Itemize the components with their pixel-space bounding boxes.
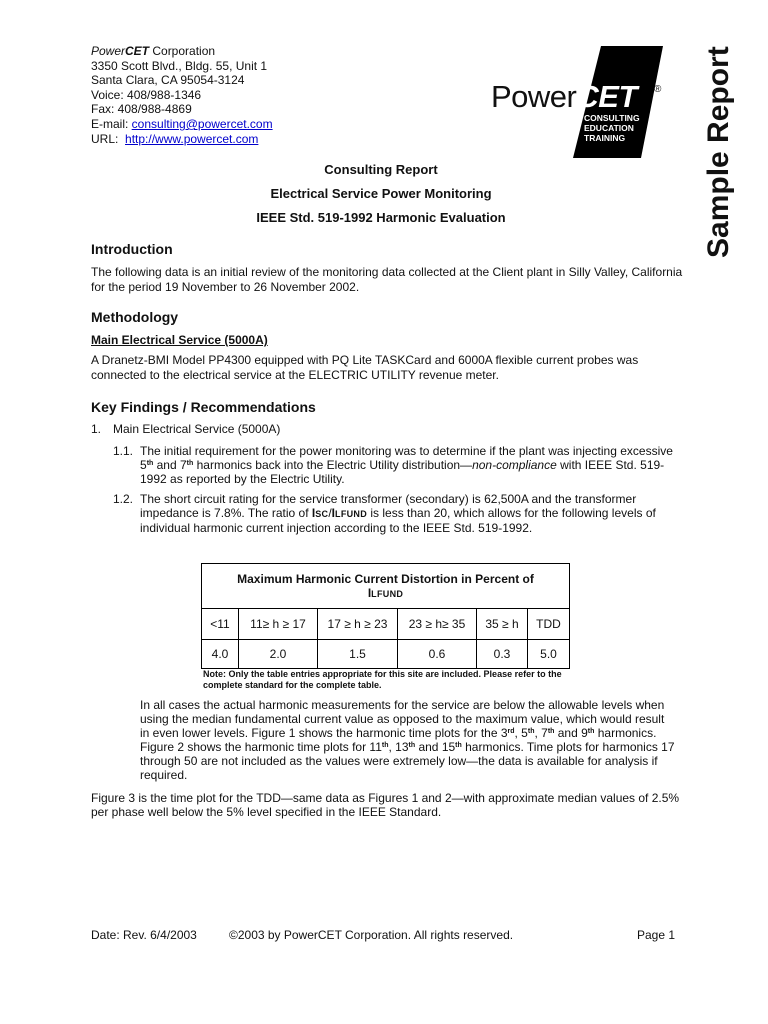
- finding-item-1-2-number: 1.2.: [113, 492, 134, 506]
- table-header-cell: 35 ≥ h: [477, 609, 528, 640]
- fax-number: Fax: 408/988-4869: [91, 102, 192, 117]
- finding-item-1-number: 1.: [91, 422, 102, 436]
- tdd-paragraph: Figure 3 is the time plot for the TDD—same data as Figures 1 and 2—with approximate median values of 2.5% per phase well below the 5% level specified in the IEEE Standard.: [91, 791, 680, 819]
- url-line: URL: http://www.powercet.com: [91, 131, 259, 146]
- table-value-cell: 0.3: [477, 640, 528, 669]
- footer-copyright: ©2003 by PowerCET Corporation. All rights reserved.: [229, 928, 514, 942]
- finding-item-1-1-number: 1.1.: [113, 444, 134, 458]
- logo-tagline: CONSULTING EDUCATION TRAINING: [584, 113, 640, 143]
- footer-page-number: Page 1: [637, 928, 676, 942]
- logo-registered-mark: ®: [654, 84, 662, 95]
- address-line-1: 3350 Scott Blvd., Bldg. 55, Unit 1: [91, 58, 268, 73]
- key-findings-heading: Key Findings / Recommendations: [91, 399, 316, 415]
- voice-number: Voice: 408/988-1346: [91, 87, 202, 102]
- analysis-paragraph: In all cases the actual harmonic measurements for the service are below the allowable levels when using the median fundamental current value as opposed to the maximum value, which would result in even lower levels. Figure 1 shows the harmonic time plots for the 3rd, 5th, 7th and 9th harmonics. Figure 2 shows the harmonic time plots for 11th, 13th and 15th harmonics. Time plots for harmonics 17 through 50 are not included as the values were extremely low—the data is available for analysis if required.: [140, 698, 675, 782]
- table-caption-row: [202, 564, 570, 609]
- introduction-text: The following data is an initial review of the monitoring data collected at the Client plant in Silly Valley, California for the period 19 November to 26 November 2002.: [91, 265, 683, 294]
- table-header-cell: TDD: [528, 609, 570, 640]
- report-standard-title: IEEE Std. 519-1992 Harmonic Evaluation: [256, 210, 506, 225]
- finding-item-1-1-text: The initial requirement for the power monitoring was to determine if the plant was injecting excessive 5th and 7th harmonics back into the Electric Utility distribution—non-compliance with IEEE Std. 519-1992 as reported by the Electric Utility.: [140, 444, 673, 486]
- website-link[interactable]: http://www.powercet.com: [125, 131, 259, 146]
- report-subtitle: Electrical Service Power Monitoring: [270, 186, 492, 201]
- table-header-cell: 17 ≥ h ≥ 23: [318, 609, 398, 640]
- methodology-text: A Dranetz-BMI Model PP4300 equipped with PQ Lite TASKCard and 6000A flexible current probes was connected to the electrical service at the ELECTRIC UTILITY revenue meter.: [91, 353, 639, 382]
- address-line-2: Santa Clara, CA 95054-3124: [91, 73, 245, 88]
- introduction-heading: Introduction: [91, 241, 173, 257]
- harmonic-distortion-table: [201, 563, 570, 669]
- table-header-cell: <11: [202, 609, 239, 640]
- finding-item-1-2-text: The short circuit rating for the service transformer (secondary) is 62,500A and the transformer impedance is 7.8%. The ratio of ISC/ILFUND is less than 20, which allows for the following levels of individual harmonic current injection according to the IEEE Std. 519-1992.: [140, 492, 656, 535]
- table-value-cell: 4.0: [202, 640, 239, 669]
- footer-date: Date: Rev. 6/4/2003: [91, 928, 197, 942]
- table-value-cell: 1.5: [318, 640, 398, 669]
- email-link[interactable]: consulting@powercet.com: [131, 116, 273, 131]
- powercet-logo-wordmark: PowerCET: [491, 79, 637, 114]
- table-value-cell: 5.0: [528, 640, 570, 669]
- sample-report-side-label: Sample Report: [702, 46, 735, 258]
- table-value-row: [202, 640, 570, 669]
- table-caption: Maximum Harmonic Current Distortion in Percent of ILFUND: [202, 564, 570, 609]
- table-header-cell: 11≥ h ≥ 17: [239, 609, 318, 640]
- table-value-cell: 0.6: [398, 640, 477, 669]
- methodology-heading: Methodology: [91, 309, 179, 325]
- company-address-block: [91, 44, 411, 146]
- finding-item-1-text: Main Electrical Service (5000A): [113, 422, 281, 436]
- table-value-cell: 2.0: [239, 640, 318, 669]
- table-header-cell: 23 ≥ h≥ 35: [398, 609, 477, 640]
- company-name: PowerCET Corporation: [91, 44, 216, 58]
- report-title: Consulting Report: [324, 162, 438, 177]
- main-service-subheading: Main Electrical Service (5000A): [91, 333, 268, 347]
- table-header-row: [202, 609, 570, 640]
- table-note: Note: Only the table entries appropriate for this site are included. Please refer to the complete standard for the complete table.: [203, 669, 562, 690]
- email-line: E-mail: consulting@powercet.com: [91, 116, 273, 131]
